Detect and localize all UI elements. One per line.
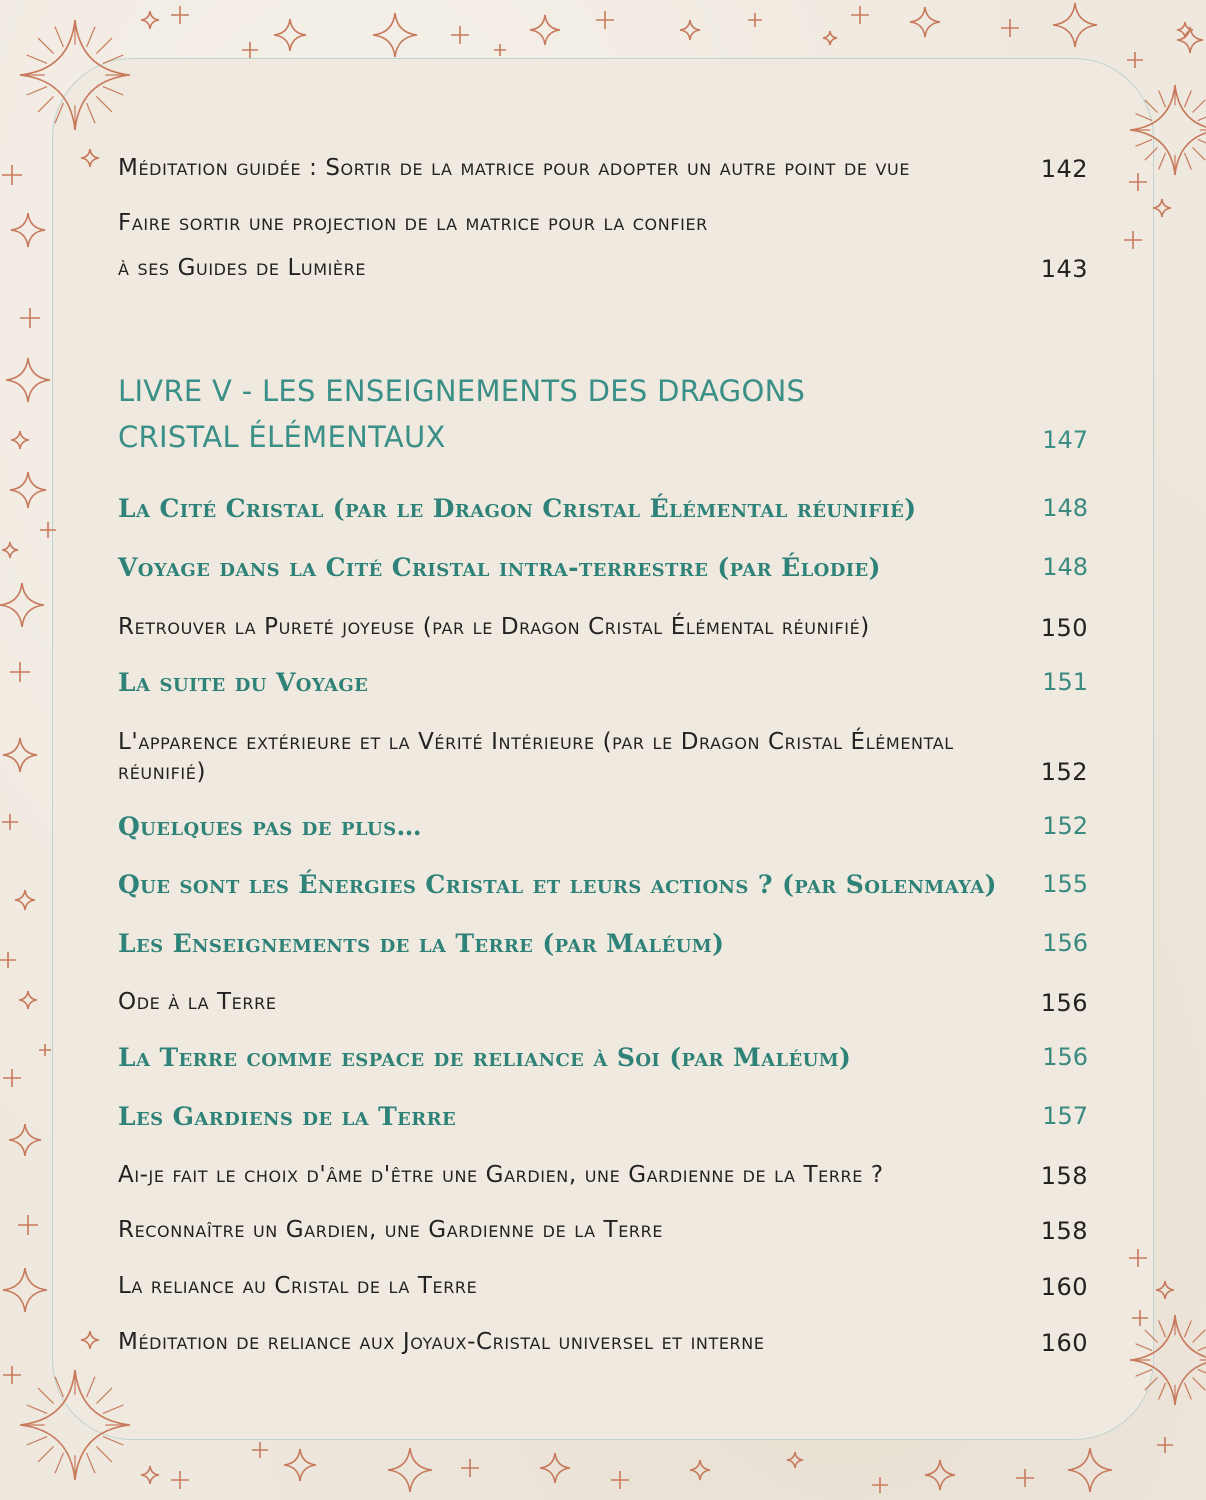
- toc-entry-title: La reliance au Cristal de la Terre: [118, 1273, 478, 1299]
- toc-entry-title-line2: à ses Guides de Lumière: [118, 255, 367, 281]
- toc-entry-title-line2: réunifié): [118, 759, 207, 785]
- toc-section-entry[interactable]: [118, 1102, 1088, 1136]
- book-heading[interactable]: [118, 374, 1088, 464]
- toc-section-page: 157: [1042, 1102, 1088, 1130]
- toc-section-page: 156: [1042, 1043, 1088, 1071]
- toc-section-page: 148: [1042, 494, 1088, 522]
- toc-entry[interactable]: [118, 1162, 1088, 1196]
- toc-entry[interactable]: [118, 729, 1088, 793]
- toc-section-entry[interactable]: [118, 668, 1088, 702]
- toc-entry-title: Retrouver la Pureté joyeuse (par le Dragon Cristal Élémental réunifié): [118, 614, 870, 640]
- toc-section-page: 148: [1042, 553, 1088, 581]
- toc-entry-title: Ode à la Terre: [118, 989, 277, 1015]
- toc-entry-title: Méditation guidée : Sortir de la matrice pour adopter un autre point de vue: [118, 155, 911, 181]
- toc-entry-title: Reconnaître un Gardien, une Gardienne de la Terre: [118, 1217, 664, 1243]
- toc-entry-title: Faire sortir une projection de la matrice pour la confier: [118, 210, 708, 236]
- toc-entry-page: 160: [1040, 1273, 1088, 1301]
- toc-entry-page: 158: [1040, 1162, 1088, 1190]
- toc-section-entry[interactable]: [118, 553, 1088, 587]
- toc-section-page: 152: [1042, 812, 1088, 840]
- toc-entry[interactable]: [118, 1329, 1088, 1363]
- toc-section-title: Les Enseignements de la Terre (par Maléum): [118, 929, 725, 958]
- book-heading-title-line2: CRISTAL ÉLÉMENTAUX: [118, 420, 446, 454]
- toc-entry[interactable]: [118, 210, 1088, 290]
- toc-entry-page: 156: [1040, 989, 1088, 1017]
- toc-entry[interactable]: [118, 155, 1088, 189]
- toc-section-entry[interactable]: [118, 929, 1088, 963]
- toc-section-page: 151: [1042, 668, 1088, 696]
- toc-section-title: La Terre comme espace de reliance à Soi (par Maléum): [118, 1043, 852, 1072]
- toc-section-title: Voyage dans la Cité Cristal intra-terrestre (par Élodie): [118, 553, 881, 582]
- toc-section-entry[interactable]: [118, 812, 1088, 846]
- book-heading-page: 147: [1042, 426, 1088, 454]
- toc-entry-title: L'apparence extérieure et la Vérité Intérieure (par le Dragon Cristal Élémental: [118, 729, 954, 755]
- toc-entry[interactable]: [118, 989, 1088, 1023]
- toc-entry[interactable]: [118, 1273, 1088, 1307]
- toc-section-page: 155: [1042, 870, 1088, 898]
- toc-section-page: 156: [1042, 929, 1088, 957]
- toc-entry[interactable]: [118, 1217, 1088, 1251]
- toc-entry-title: Ai-je fait le choix d'âme d'être une Gardien, une Gardienne de la Terre ?: [118, 1162, 884, 1188]
- toc-entry-page: 158: [1040, 1217, 1088, 1245]
- toc-entry-title: Méditation de reliance aux Joyaux-Cristal universel et interne: [118, 1329, 765, 1355]
- toc-entry-page: 150: [1040, 614, 1088, 642]
- toc-section-entry[interactable]: [118, 1043, 1088, 1077]
- toc-section-entry[interactable]: [118, 494, 1088, 528]
- toc-entry-page: 143: [1040, 255, 1088, 283]
- toc-entry-page: 152: [1040, 758, 1088, 786]
- toc-entry-page: 160: [1040, 1329, 1088, 1357]
- toc-entry-page: 142: [1040, 155, 1088, 183]
- toc-section-title: La suite du Voyage: [118, 668, 369, 697]
- toc-section-title: Que sont les Énergies Cristal et leurs actions ? (par Solenmaya): [118, 870, 997, 899]
- toc-section-title: Quelques pas de plus…: [118, 812, 422, 841]
- book-heading-title: LIVRE V - LES ENSEIGNEMENTS DES DRAGONS: [118, 374, 806, 408]
- toc-section-title: Les Gardiens de la Terre: [118, 1102, 457, 1131]
- toc-section-title: La Cité Cristal (par le Dragon Cristal Élémental réunifié): [118, 494, 917, 523]
- toc-entry[interactable]: [118, 614, 1088, 648]
- toc-section-entry[interactable]: [118, 870, 1088, 904]
